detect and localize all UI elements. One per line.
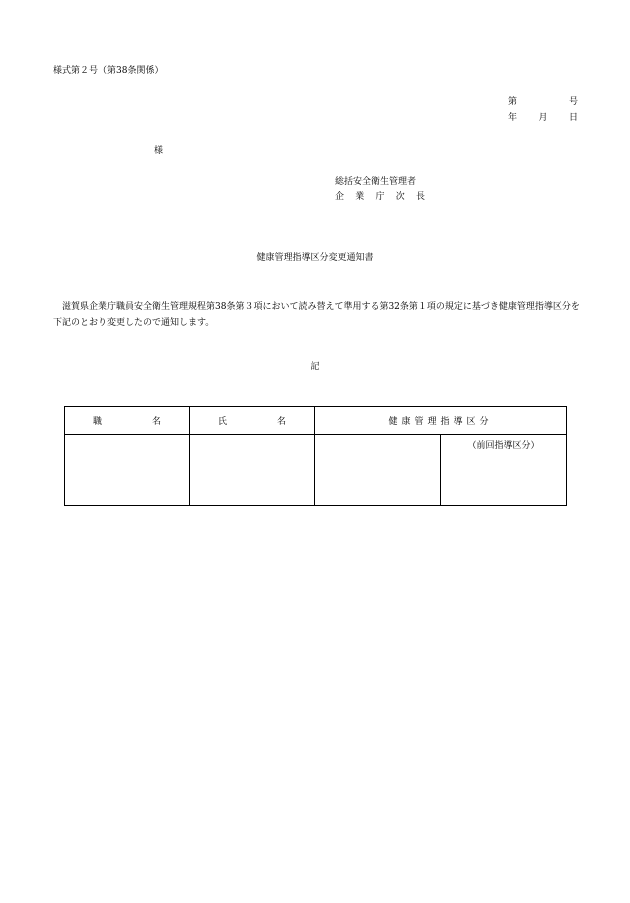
previous-guidance-label: （前回指導区分） xyxy=(467,441,540,451)
header-health-guidance xyxy=(315,407,567,435)
header-char: 職 xyxy=(93,417,103,427)
change-list-table xyxy=(64,406,567,506)
number-prefix: 第 xyxy=(508,97,518,107)
cell-current-guidance xyxy=(315,435,441,506)
issuer-role-char: 庁 xyxy=(375,192,385,202)
issuer-role xyxy=(335,192,425,203)
issuer-title: 総括安全衛生管理者 xyxy=(335,177,417,187)
issuer-role-char: 業 xyxy=(355,192,365,202)
cell-name xyxy=(190,435,315,506)
table-header-row xyxy=(65,407,567,435)
note-mark: 記 xyxy=(310,362,320,372)
body-paragraph: 滋賀県企業庁職員安全衛生管理規程第38条第３項において読み替えて準用する第32条第１項の規定に基づき健康管理指導区分を下記のとおり変更したので通知します。 xyxy=(53,302,580,328)
issuer-role-char: 次 xyxy=(395,192,405,202)
header-char: 氏 xyxy=(218,417,228,427)
form-number-label: 様式第２号（第38条関係） xyxy=(53,66,164,76)
header-job-title xyxy=(65,407,190,435)
date-day: 日 xyxy=(568,113,578,123)
header-char: 名 xyxy=(276,417,286,427)
cell-previous-guidance xyxy=(441,435,567,506)
header-char: 名 xyxy=(151,417,161,427)
table-row xyxy=(65,435,567,506)
addressee-honorific: 様 xyxy=(154,146,164,156)
date-month: 月 xyxy=(538,113,548,123)
date-line xyxy=(508,113,578,124)
header-name xyxy=(190,407,315,435)
cell-job-title xyxy=(65,435,190,506)
number-suffix: 号 xyxy=(568,97,578,107)
header-health-guidance-label: 健康管理指導区分 xyxy=(388,417,493,427)
document-title: 健康管理指導区分変更通知書 xyxy=(256,253,374,263)
issuer-role-char: 長 xyxy=(415,192,425,202)
date-year: 年 xyxy=(508,113,518,123)
document-number-line xyxy=(508,97,578,108)
issuer-role-char: 企 xyxy=(335,192,345,202)
